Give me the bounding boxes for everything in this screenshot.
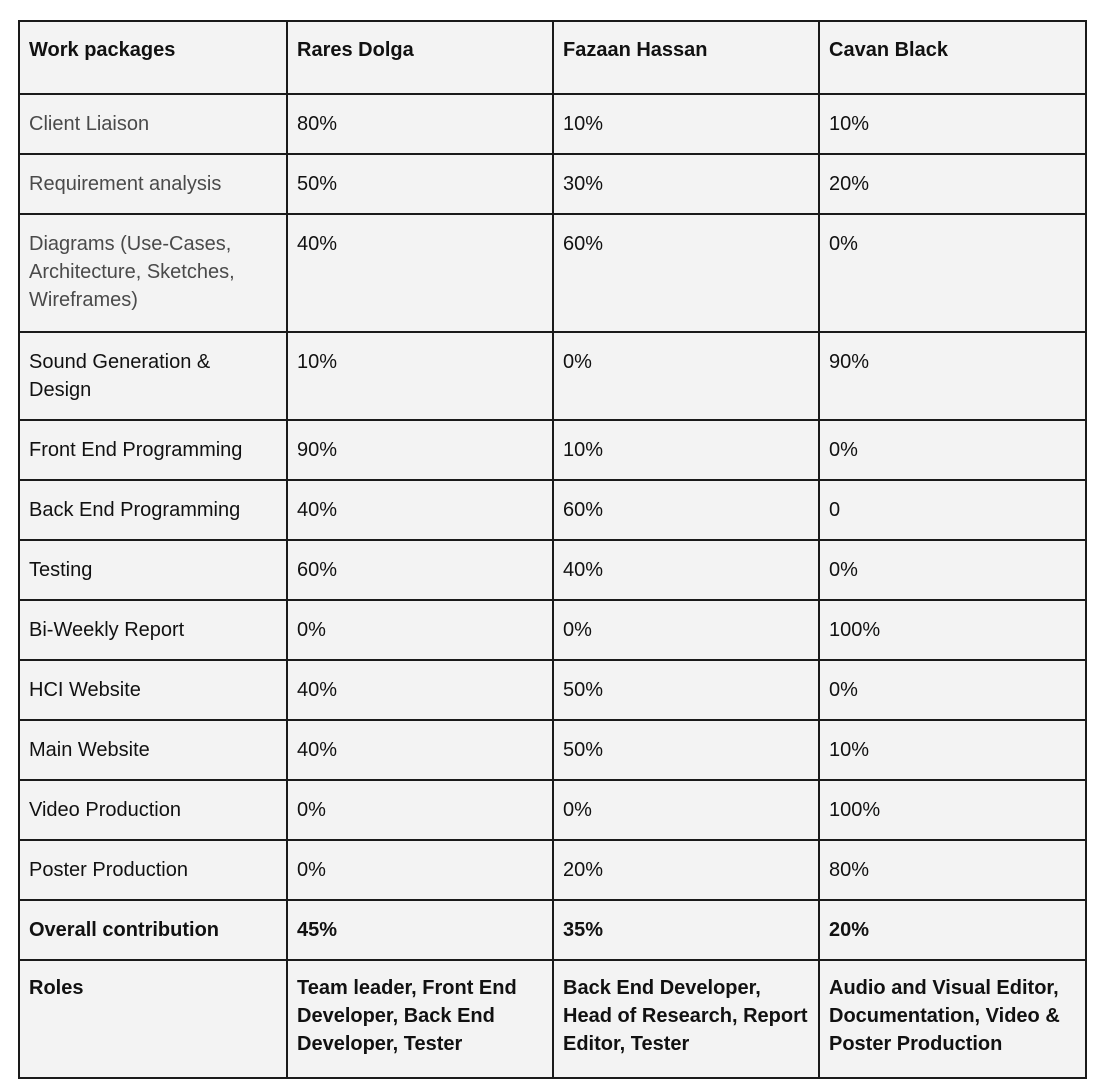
value-cell: 80% — [819, 840, 1086, 900]
value-cell: 40% — [287, 480, 553, 540]
value-cell: 0% — [553, 780, 819, 840]
package-label: Client Liaison — [19, 94, 287, 154]
overall-contribution-row — [19, 900, 1086, 960]
table-row — [19, 154, 1086, 214]
value-cell: 90% — [819, 332, 1086, 420]
table-row — [19, 94, 1086, 154]
package-label: Main Website — [19, 720, 287, 780]
value-cell: 0% — [819, 660, 1086, 720]
value-cell: 0% — [287, 840, 553, 900]
package-label: Back End Programming — [19, 480, 287, 540]
value-cell: 10% — [553, 420, 819, 480]
overall-value: 45% — [287, 900, 553, 960]
header-rares-dolga: Rares Dolga — [287, 21, 553, 94]
overall-label: Overall contribution — [19, 900, 287, 960]
package-label: Testing — [19, 540, 287, 600]
package-label: Poster Production — [19, 840, 287, 900]
value-cell: 0% — [287, 780, 553, 840]
value-cell: 0% — [553, 600, 819, 660]
package-label: Bi-Weekly Report — [19, 600, 287, 660]
value-cell: 10% — [287, 332, 553, 420]
value-cell: 30% — [553, 154, 819, 214]
table-row — [19, 660, 1086, 720]
value-cell: 40% — [287, 214, 553, 332]
value-cell: 100% — [819, 600, 1086, 660]
table-row — [19, 480, 1086, 540]
roles-label: Roles — [19, 960, 287, 1078]
value-cell: 60% — [553, 214, 819, 332]
value-cell: 90% — [287, 420, 553, 480]
value-cell: 0% — [287, 600, 553, 660]
overall-value: 20% — [819, 900, 1086, 960]
value-cell: 50% — [553, 720, 819, 780]
value-cell: 50% — [553, 660, 819, 720]
table-row — [19, 780, 1086, 840]
value-cell: 10% — [819, 94, 1086, 154]
header-cavan-black: Cavan Black — [819, 21, 1086, 94]
table-row — [19, 420, 1086, 480]
roles-value: Back End Developer, Head of Research, Report Editor, Tester — [553, 960, 819, 1078]
value-cell: 10% — [819, 720, 1086, 780]
value-cell: 0% — [819, 540, 1086, 600]
table-row — [19, 720, 1086, 780]
work-package-table — [18, 20, 1087, 1079]
roles-value: Team leader, Front End Developer, Back End Developer, Tester — [287, 960, 553, 1078]
package-label: Requirement analysis — [19, 154, 287, 214]
table-row — [19, 540, 1086, 600]
header-row — [19, 21, 1086, 94]
value-cell: 60% — [287, 540, 553, 600]
value-cell: 0% — [819, 420, 1086, 480]
table-row — [19, 840, 1086, 900]
roles-value: Audio and Visual Editor, Documentation, Video & Poster Production — [819, 960, 1086, 1078]
value-cell: 100% — [819, 780, 1086, 840]
value-cell: 20% — [553, 840, 819, 900]
value-cell: 60% — [553, 480, 819, 540]
package-label: Front End Programming — [19, 420, 287, 480]
value-cell: 0% — [819, 214, 1086, 332]
table-row — [19, 600, 1086, 660]
package-label: Diagrams (Use-Cases, Architecture, Sketches, Wireframes) — [19, 214, 287, 332]
header-work-packages: Work packages — [19, 21, 287, 94]
value-cell: 40% — [287, 660, 553, 720]
table-row — [19, 332, 1086, 420]
value-cell: 10% — [553, 94, 819, 154]
table-row — [19, 214, 1086, 332]
value-cell: 0% — [553, 332, 819, 420]
value-cell: 0 — [819, 480, 1086, 540]
value-cell: 20% — [819, 154, 1086, 214]
value-cell: 40% — [553, 540, 819, 600]
package-label: HCI Website — [19, 660, 287, 720]
value-cell: 40% — [287, 720, 553, 780]
package-label: Sound Generation & Design — [19, 332, 287, 420]
overall-value: 35% — [553, 900, 819, 960]
header-fazaan-hassan: Fazaan Hassan — [553, 21, 819, 94]
value-cell: 50% — [287, 154, 553, 214]
roles-row — [19, 960, 1086, 1078]
package-label: Video Production — [19, 780, 287, 840]
value-cell: 80% — [287, 94, 553, 154]
